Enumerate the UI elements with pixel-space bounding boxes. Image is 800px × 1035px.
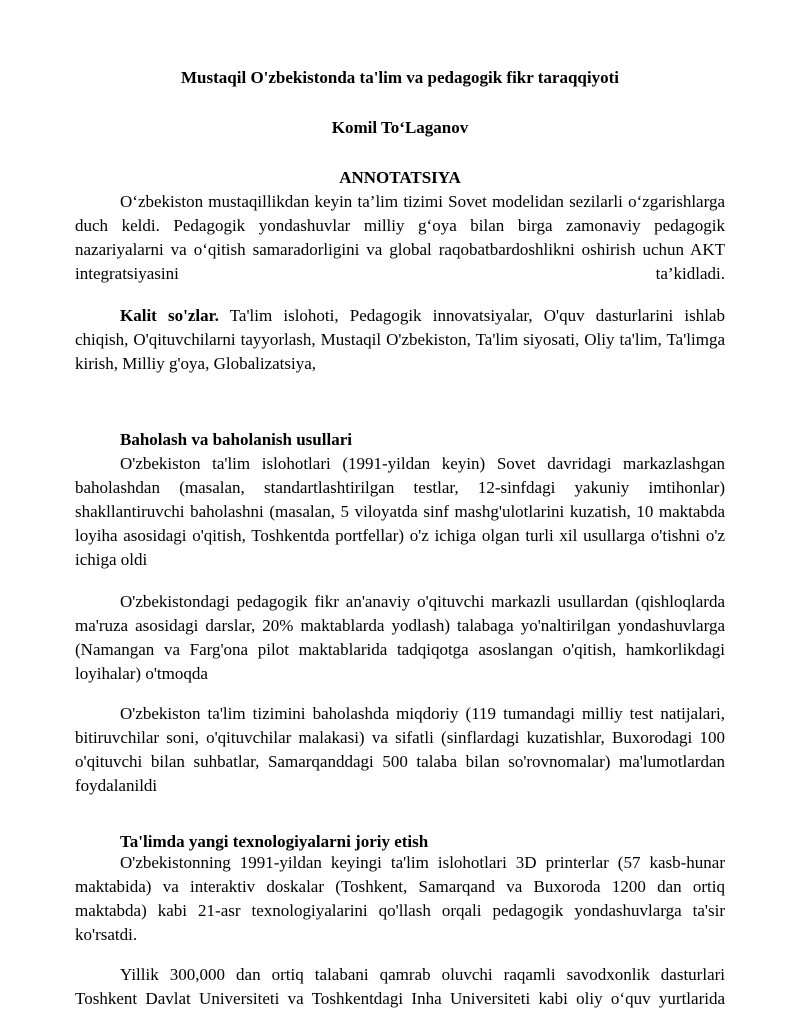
annotation-paragraph: O‘zbekiston mustaqillikdan keyin ta’lim tizimi Sovet modelidan sezilarli o‘zgarishlarga duch keldi. Pedagogik yondashuvlar milliy g‘oya bilan birga zamonaviy pedagogik nazariyalarni va o‘qitish samaradorligini va global raqobatbardoshlikni oshirish uchun AKT integratsiyasini ta’kidladi. — [75, 192, 725, 283]
body-paragraph: Yillik 300,000 dan ortiq talabani qamrab oluvchi raqamli savodxonlik dasturlari Toshkent Davlat Universiteti va Toshkentdagi Inha Universiteti kabi oliy o‘quv yurtlarida — [75, 965, 725, 1008]
author-name: Komil To‘Laganov — [331, 118, 469, 137]
body-paragraph: O'zbekistondagi pedagogik fikr an'anaviy o'qituvchi markazli usullardan (qishloqlarda ma'ruza asosidagi darslar, 20% maktablarda yodlash) talabaga yo'naltirilgan yondashuvlarga (Namangan va Farg'ona pilot maktablarida tadqiqotga asoslangan o'qitish, hamkorlikdagi loyihalar) o'tmoqda — [75, 592, 725, 683]
section-heading-technology: Ta'limda yangi texnologiyalarni joriy etish — [120, 832, 429, 851]
body-paragraph: O'zbekiston ta'lim tizimini baholashda miqdoriy (119 tumandagi milliy test natijalari, bitiruvchilar soni, o'qituvchilar malakasi) va sifatli (sinflardagi kuzatishlar, Buxorodagi 100 o'qituvchi bilan suhbatlar, Samarqanddagi 500 talaba bilan so'rovnomalar) ma'lumotlardan foydalanildi — [75, 704, 725, 795]
document-title: Mustaqil O'zbekistonda ta'lim va pedagogik fikr taraqqiyoti — [181, 68, 619, 87]
keywords-label: Kalit so'zlar. — [120, 306, 219, 325]
annotation-heading: ANNOTATSIYA — [339, 168, 461, 187]
body-paragraph: O'zbekistonning 1991-yildan keyingi ta'lim islohotlari 3D printerlar (57 kasb-hunar maktabida) va interaktiv doskalar (Toshkent, Samarqand va Buxoroda 1200 dan ortiq maktabda) kabi 21-asr texnologiyalarini qo'llash orqali pedagogik yondashuvlarga ta'sir ko'rsatdi. — [75, 853, 725, 944]
keywords-text: Ta'lim islohoti, Pedagogik innovatsiyalar, O'quv dasturlarini ishlab chiqish, O'qituvchilarni tayyorlash, Mustaqil O'zbekiston, Ta'lim siyosati, Oliy ta'lim, Ta'limga kirish, Milliy g'oya, Globalizatsiya, — [75, 306, 725, 373]
keywords-paragraph — [75, 304, 725, 376]
section-heading-assessment: Baholash va baholanish usullari — [120, 430, 352, 449]
body-paragraph: O'zbekiston ta'lim islohotlari (1991-yildan keyin) Sovet davridagi markazlashgan baholashdan (masalan, standartlashtirilgan testlar, 12-sinfdagi yakuniy imtihonlar) shakllantiruvchi baholashni (masalan, 5 viloyatda sinf mashg'ulotlarini kuzatish, 10 maktabda loyiha asosidagi o'qitish, Toshkentda portfellar) o'z ichiga olgan turli xil usullarga o'tishni o'z ichiga oldi — [75, 454, 725, 569]
